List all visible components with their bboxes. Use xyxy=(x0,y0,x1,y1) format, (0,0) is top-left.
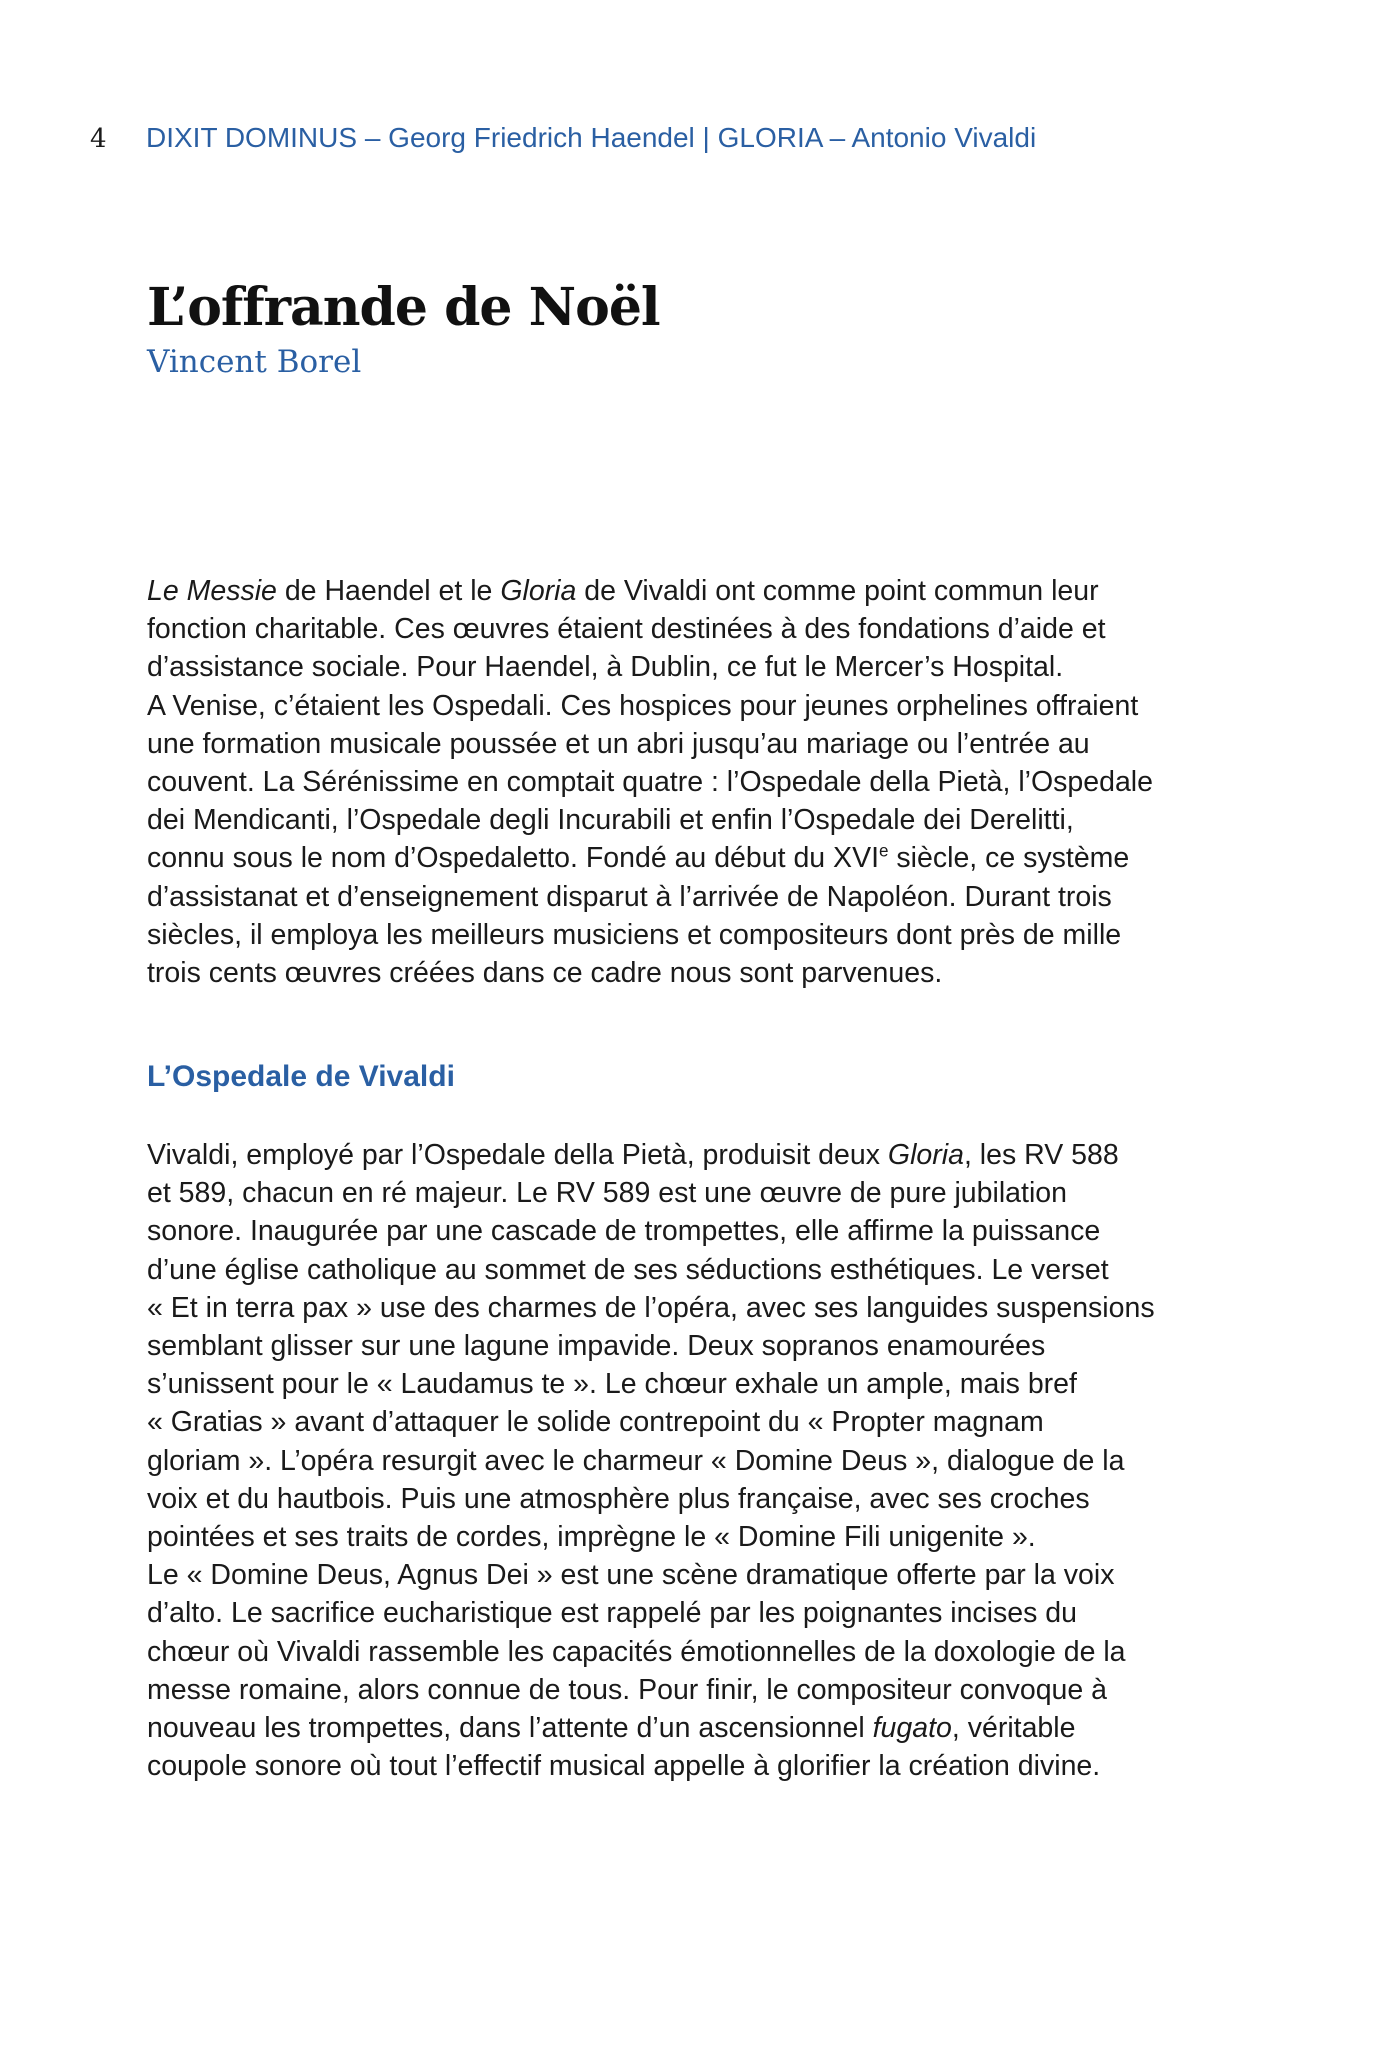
running-header xyxy=(90,118,1036,159)
text-line: semblant glisser sur une lagune impavide. Deux sopranos enamourées xyxy=(147,1330,1046,1363)
text-line: et 589, chacun en ré majeur. Le RV 589 est une œuvre de pure jubilation xyxy=(147,1177,1067,1210)
text-run: connu sous le nom d’Ospedaletto. Fondé au début du XVI xyxy=(147,842,879,875)
text-line xyxy=(147,1136,1267,1174)
article-title: L’offrande de Noël xyxy=(147,277,660,338)
text-run: nouveau les trompettes, dans l’attente d’un ascensionnel xyxy=(147,1712,873,1745)
superscript: e xyxy=(879,841,889,861)
text-line: d’une église catholique au sommet de ses séductions esthétiques. Le verset xyxy=(147,1253,1109,1286)
text-line: sonore. Inaugurée par une cascade de trompettes, elle affirme la puissance xyxy=(147,1215,1101,1248)
work-title: Gloria xyxy=(887,1139,964,1171)
section-paragraph xyxy=(147,1136,1267,1785)
text-line: « Et in terra pax » use des charmes de l’opéra, avec ses languides suspensions xyxy=(147,1291,1155,1324)
text-line: s’unissent pour le « Laudamus te ». Le chœur exhale un ample, mais bref xyxy=(147,1368,1077,1401)
text-line: siècles, il employa les meilleurs musiciens et compositeurs dont près de mille xyxy=(147,918,1122,951)
text-line: gloriam ». L’opéra resurgit avec le charmeur « Domine Deus », dialogue de la xyxy=(147,1444,1125,1477)
text-line: voix et du hautbois. Puis une atmosphère plus française, avec ses croches xyxy=(147,1482,1090,1515)
text-run: siècle, ce système xyxy=(888,842,1130,875)
intro-paragraph xyxy=(147,572,1267,992)
text-line: d’alto. Le sacrifice eucharistique est rappelé par les poignantes incises du xyxy=(147,1597,1077,1630)
text-line: d’assistance sociale. Pour Haendel, à Dublin, ce fut le Mercer’s Hospital. xyxy=(147,651,1064,684)
text-run: , les RV 588 xyxy=(963,1139,1119,1171)
running-header-text: DIXIT DOMINUS – Georg Friedrich Haendel | GLORIA – Antonio Vivaldi xyxy=(146,122,1037,153)
text-line: dei Mendicanti, l’Ospedale degli Incurabili et enfin l’Ospedale dei Derelitti, xyxy=(147,804,1074,837)
text-run: de Vivaldi ont comme point commun leur xyxy=(576,575,1099,607)
italic-term: fugato xyxy=(872,1712,952,1745)
text-run: de Haendel et le xyxy=(276,575,501,607)
text-line: Le « Domine Deus, Agnus Dei » est une scène dramatique offerte par la voix xyxy=(147,1559,1115,1592)
text-run: , véritable xyxy=(951,1712,1076,1745)
text-line xyxy=(147,839,1267,877)
work-title: Le Messie xyxy=(147,575,277,607)
text-line: une formation musicale poussée et un abri jusqu’au mariage ou l’entrée au xyxy=(147,727,1090,760)
text-line xyxy=(147,572,1267,610)
text-line: fonction charitable. Ces œuvres étaient destinées à des fondations d’aide et xyxy=(147,613,1106,646)
article-author: Vincent Borel xyxy=(147,344,362,380)
text-line: coupole sonore où tout l’effectif musical appelle à glorifier la création divine. xyxy=(147,1750,1101,1783)
work-title: Gloria xyxy=(500,575,577,607)
text-line: couvent. La Sérénissime en comptait quatre : l’Ospedale della Pietà, l’Ospedale xyxy=(147,766,1153,799)
text-line xyxy=(147,1709,1267,1747)
text-line: chœur où Vivaldi rassemble les capacités émotionnelles de la doxologie de la xyxy=(147,1635,1126,1668)
text-line: pointées et ses traits de cordes, imprègne le « Domine Fili unigenite ». xyxy=(147,1521,1036,1554)
text-line: A Venise, c’étaient les Ospedali. Ces hospices pour jeunes orphelines offraient xyxy=(147,689,1139,722)
page-number: 4 xyxy=(90,124,107,154)
text-line: « Gratias » avant d’attaquer le solide contrepoint du « Propter magnam xyxy=(147,1406,1044,1439)
text-line: trois cents œuvres créées dans ce cadre nous sont parvenues. xyxy=(147,957,943,990)
text-run: Vivaldi, employé par l’Ospedale della Pietà, produisit deux xyxy=(147,1139,888,1171)
section-heading: L’Ospedale de Vivaldi xyxy=(147,1060,455,1093)
text-line: messe romaine, alors connue de tous. Pour finir, le compositeur convoque à xyxy=(147,1673,1108,1706)
text-line: d’assistanat et d’enseignement disparut à l’arrivée de Napoléon. Durant trois xyxy=(147,880,1112,913)
